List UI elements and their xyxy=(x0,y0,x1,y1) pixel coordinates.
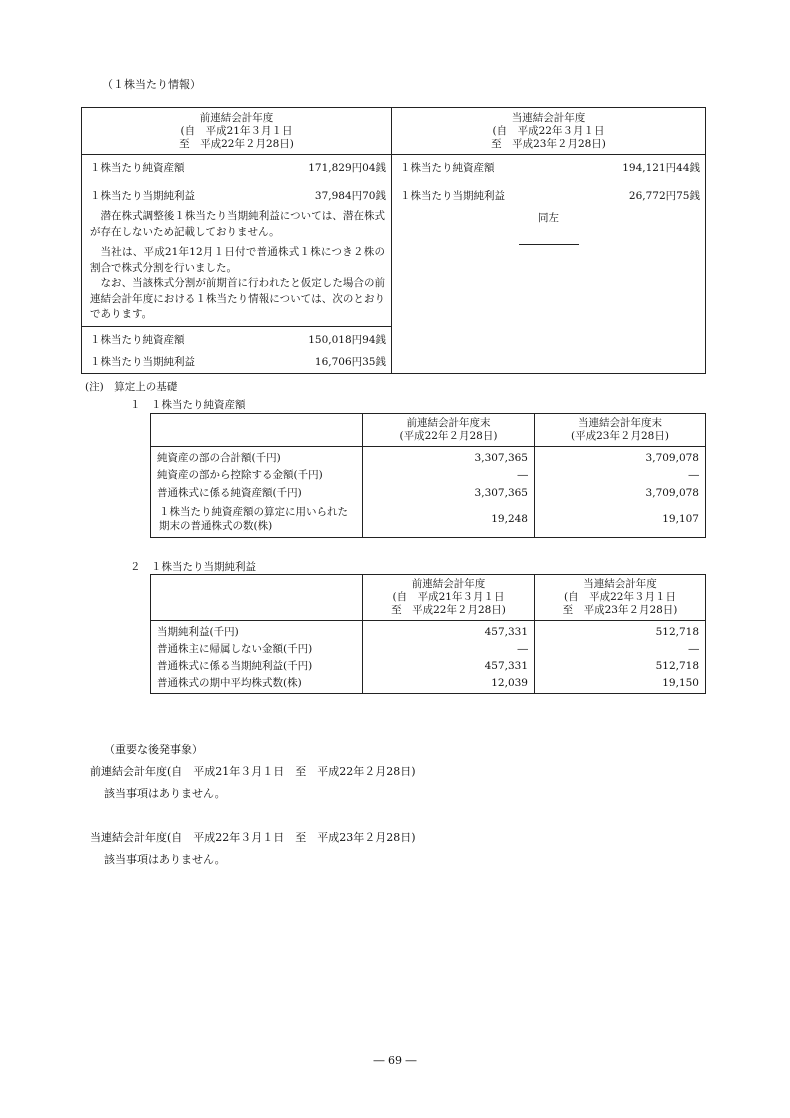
curr-period-header: 当連結会計年度 (自 平成22年３月１日 至 平成23年２月28日) xyxy=(392,108,706,155)
eps-curr-header: 当連結会計年度 (自 平成22年３月１日 至 平成23年２月28日) xyxy=(535,575,706,621)
table-row: １株当たり純資産額の算定に用いられた期末の普通株式の数(株) 19,248 19,107 xyxy=(151,500,706,538)
per-share-info-table xyxy=(81,107,706,374)
events-curr-period: 当連結会計年度(自 平成22年３月１日 至 平成23年２月28日) xyxy=(90,831,416,844)
bps-curr-header: 当連結会計年度末 (平成23年２月28日) xyxy=(535,414,706,447)
adj-eps-row: １株当たり当期純利益 16,706円35銭 xyxy=(90,355,386,368)
same-as-left: 同左 xyxy=(538,212,559,224)
curr-eps-row: １株当たり当期純利益 26,772円75銭 xyxy=(400,190,700,202)
sec1-title: １ １株当たり純資産額 xyxy=(130,399,246,411)
eps-basis-table xyxy=(150,574,706,694)
table-row: 普通株式に係る当期純利益(千円) 457,331 512,718 xyxy=(151,656,706,673)
events-prev-text: 該当事項はありません。 xyxy=(104,787,226,800)
table-row: 純資産の部から控除する金額(千円) ― ― xyxy=(151,465,706,482)
subsequent-events-title: （重要な後発事象） xyxy=(104,743,203,756)
prev-period-header: 前連結会計年度 (自 平成21年３月１日 至 平成22年２月28日) xyxy=(82,108,392,155)
dash-line xyxy=(392,237,705,251)
sec2-title: ２ １株当たり当期純利益 xyxy=(130,561,256,573)
section-title: （１株当たり情報） xyxy=(102,78,201,91)
table-row: 普通株式の期中平均株式数(株) 12,039 19,150 xyxy=(151,673,706,694)
table-row: 純資産の部の合計額(千円) 3,307,365 3,709,078 xyxy=(151,447,706,466)
prev-eps-row: １株当たり当期純利益 37,984円70銭 xyxy=(90,190,386,202)
curr-bps-row: １株当たり純資産額 194,121円44銭 xyxy=(400,162,700,174)
table-row: 当期純利益(千円) 457,331 512,718 xyxy=(151,621,706,640)
note-assumption: なお、当該株式分割が前期首に行われたと仮定した場合の前連結会計年度における１株当たり情報については、次のとおりであります。 xyxy=(90,277,385,320)
note-label: (注) 算定上の基礎 xyxy=(85,381,178,393)
prev-period-cell xyxy=(82,155,392,374)
events-curr-text: 該当事項はありません。 xyxy=(104,853,226,866)
curr-period-cell xyxy=(392,155,706,374)
adj-bps-row: １株当たり純資産額 150,018円94銭 xyxy=(90,333,386,346)
events-prev-period: 前連結会計年度(自 平成21年３月１日 至 平成22年２月28日) xyxy=(90,765,416,778)
bps-basis-table xyxy=(150,413,706,538)
note-diluted: 潜在株式調整後１株当たり当期純利益については、潜在株式が存在しないため記載しておりません。 xyxy=(90,210,385,238)
bps-prev-header: 前連結会計年度末 (平成22年２月28日) xyxy=(363,414,535,447)
table-row: 普通株主に帰属しない金額(千円) ― ― xyxy=(151,639,706,656)
note-split: 当社は、平成21年12月１日付で普通株式１株につき２株の割合で株式分割を行いました。 xyxy=(90,246,385,274)
page-number: ― 69 ― xyxy=(373,1054,417,1067)
eps-prev-header: 前連結会計年度 (自 平成21年３月１日 至 平成22年２月28日) xyxy=(363,575,535,621)
prev-bps-row: １株当たり純資産額 171,829円04銭 xyxy=(90,162,386,174)
table-row: 普通株式に係る純資産額(千円) 3,307,365 3,709,078 xyxy=(151,482,706,500)
